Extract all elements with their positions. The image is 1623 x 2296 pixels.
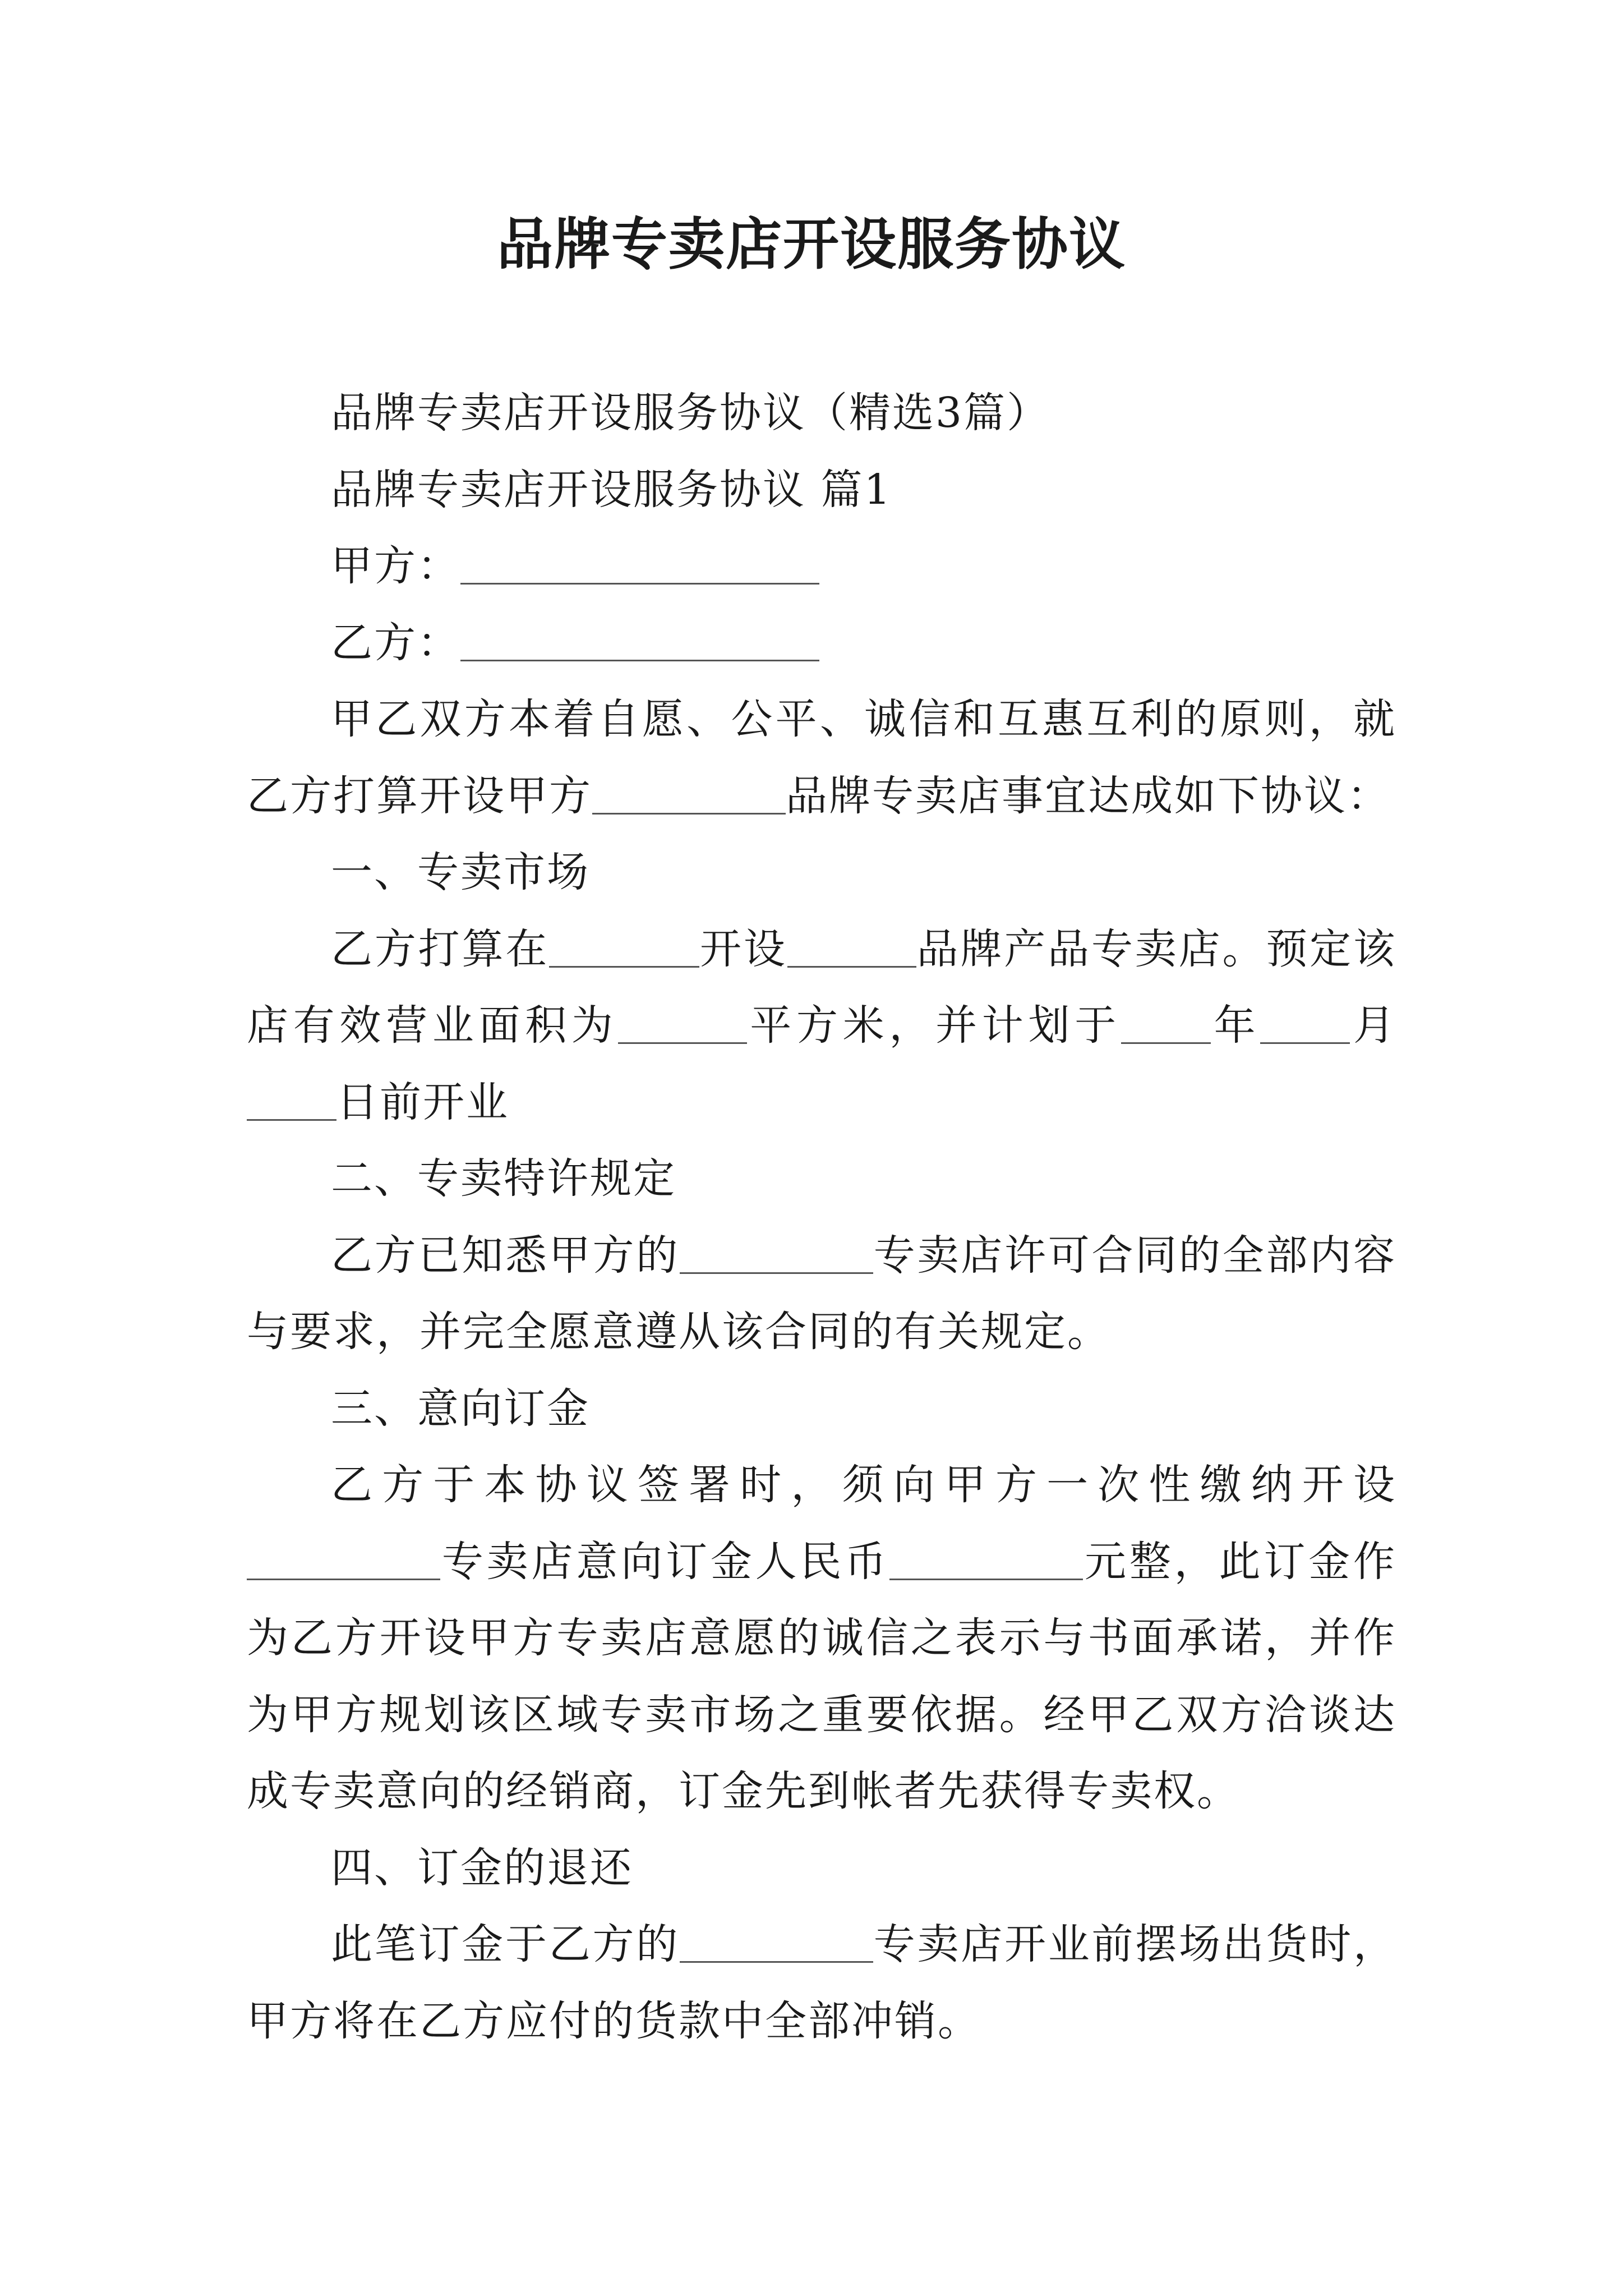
section-4-heading: 四、订金的退还 — [331, 1843, 633, 1892]
store-name-blank — [680, 1921, 873, 1963]
s3-text-1: 乙方于本协议签署时，须向甲方一次性缴纳开设 — [331, 1461, 1396, 1509]
s1-text-1: 乙方打算在 — [331, 924, 550, 973]
month-blank — [1260, 1002, 1350, 1044]
s1-text-4: 平方米，并计划于 — [746, 1001, 1121, 1050]
day-blank — [247, 1079, 336, 1121]
document-title: 品牌专卖店开设服务协议 — [497, 211, 1126, 277]
intro-text-2: 品牌专卖店事宜达成如下协议： — [786, 771, 1390, 820]
s1-text-7: 日前开业 — [336, 1078, 509, 1126]
section-4-paragraph — [247, 1906, 1396, 2059]
party-b-blank — [460, 619, 819, 661]
s4-text-1: 此笔订金于乙方的 — [331, 1920, 680, 1968]
brand-product-blank — [787, 926, 916, 968]
part-heading: 品牌专卖店开设服务协议 篇1 — [331, 465, 892, 514]
license-blank — [680, 1232, 873, 1274]
s1-text-5: 年 — [1210, 1001, 1261, 1050]
deposit-amount-blank — [889, 1538, 1083, 1580]
party-b-label: 乙方： — [331, 618, 460, 667]
store-blank — [247, 1538, 440, 1580]
s1-text-2: 开设 — [699, 924, 787, 973]
section-1-heading: 一、专卖市场 — [331, 848, 590, 896]
section-3-heading: 三、意向订金 — [331, 1384, 590, 1433]
area-blank — [618, 1002, 747, 1044]
section-2-paragraph — [247, 1217, 1396, 1370]
intro-paragraph — [247, 681, 1396, 834]
year-blank — [1121, 1002, 1211, 1044]
section-2-heading: 二、专卖特许规定 — [331, 1154, 676, 1203]
party-a-blank — [460, 542, 819, 585]
intro-text-1: 甲乙双方本着自愿、公平、诚信和互惠互利的原则，就乙方打算开设甲方 — [247, 695, 1396, 820]
subtitle: 品牌专卖店开设服务协议（精选3篇） — [331, 389, 1050, 437]
party-a-line — [247, 528, 1396, 605]
s1-text-6: 月 — [1350, 1001, 1397, 1050]
s4-text-2: 专卖店开业前摆场出货时，甲方将在乙方应付的货款中全部冲销。 — [247, 1920, 1396, 2045]
party-b-line — [247, 605, 1396, 682]
s2-text-2: 专卖店许可合同的全部内容与要求，并完全愿意遵从该合同的有关规定。 — [247, 1231, 1396, 1356]
document-body — [247, 375, 1396, 2059]
s1-text-3: 品牌产品专卖店。预定该店有效营业面积为 — [247, 924, 1397, 1050]
party-a-label: 甲方： — [331, 542, 460, 590]
section-3-paragraph — [247, 1447, 1396, 1830]
location-blank — [549, 926, 699, 968]
s3-text-2: 专卖店意向订金人民币 — [440, 1537, 890, 1586]
section-1-paragraph — [247, 911, 1396, 1141]
s3-text-3: 元整，此订金作为乙方开设甲方专卖店意愿的诚信之表示与书面承诺，并作为甲方规划该区域专卖市场之重要依据。经甲乙双方洽谈达成专卖意向的经销商，订金先到帐者先获得专卖权。 — [247, 1537, 1397, 1815]
brand-blank — [592, 772, 786, 815]
s2-text-1: 乙方已知悉甲方的 — [331, 1231, 680, 1280]
